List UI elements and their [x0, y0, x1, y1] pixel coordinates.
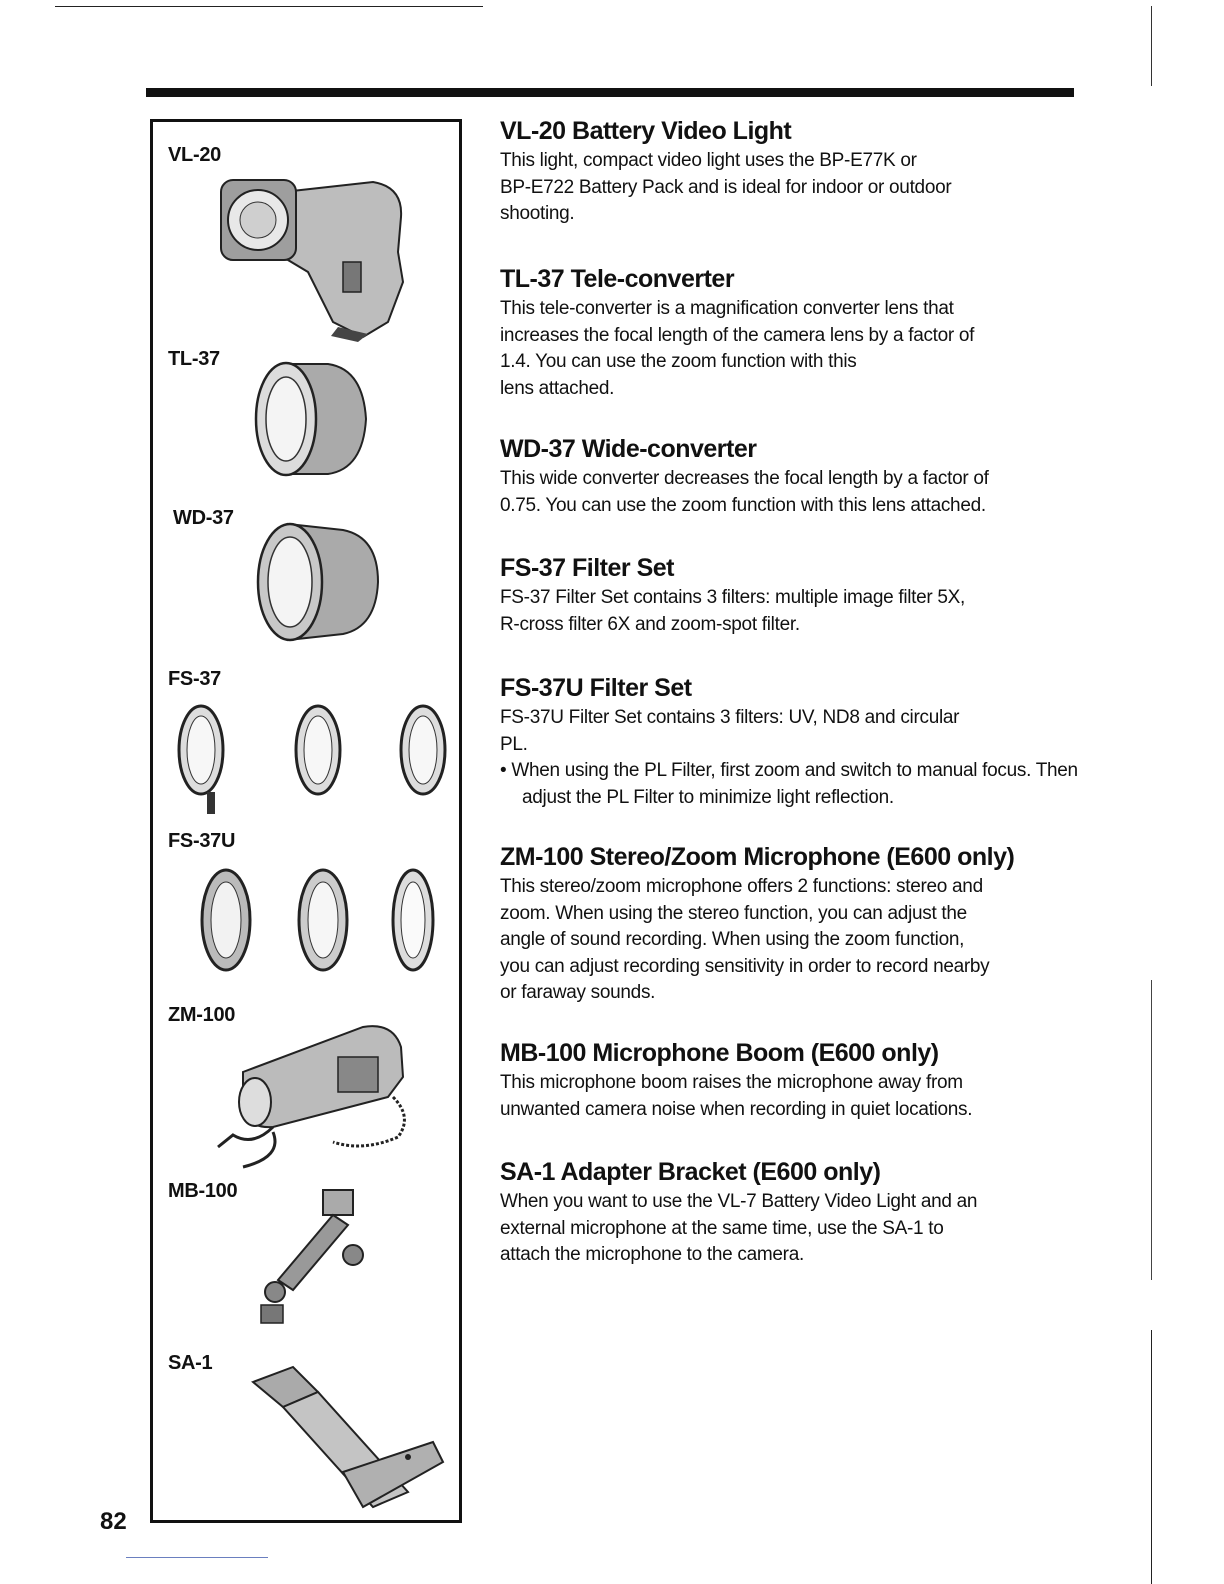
body-line: attach the microphone to the camera.	[500, 1244, 804, 1265]
section-vl20	[500, 116, 1090, 228]
body-line: 1.4. You can use the zoom function with this	[500, 351, 857, 372]
body-line: FS-37U Filter Set contains 3 filters: UV, ND8 and circular	[500, 707, 960, 728]
figure-label-zm100: ZM-100	[168, 1004, 236, 1026]
body-line: This wide converter decreases the focal length by a factor of	[500, 468, 989, 489]
section-zm100	[500, 842, 1090, 1007]
section-title: FS-37 Filter Set	[500, 554, 674, 582]
header-rule	[146, 88, 1074, 97]
figure-label-tl37: TL-37	[168, 348, 220, 370]
body-line: you can adjust recording sensitivity in order to record nearby	[500, 955, 990, 977]
body-line: PL.	[500, 733, 528, 755]
body-line: shooting.	[500, 203, 575, 224]
video-light-illustration	[213, 162, 413, 342]
tele-converter-illustration	[248, 354, 378, 484]
microphone-illustration	[213, 1017, 418, 1177]
body-line: increases the focal length of the camera lens by a factor of	[500, 324, 975, 346]
figure-label-fs37: FS-37	[168, 668, 221, 690]
body-line: 0.75. You can use the zoom function with this lens attached.	[500, 494, 986, 516]
body-line: zoom. When using the stereo function, you can adjust the	[500, 902, 967, 924]
body-line: angle of sound recording. When using the zoom function,	[500, 929, 965, 950]
body-line: When you want to use the VL-7 Battery Video Light and an	[500, 1191, 978, 1212]
filter-set-u-illustration	[198, 867, 443, 977]
section-title: MB-100 Microphone Boom (E600 only)	[500, 1039, 939, 1067]
body-line: This light, compact video light uses the BP-E77K or	[500, 150, 917, 171]
figure-label-fs37u: FS-37U	[168, 830, 236, 852]
wide-converter-illustration	[248, 512, 388, 652]
microphone-boom-illustration	[253, 1180, 383, 1330]
section-title: VL-20 Battery Video Light	[500, 117, 792, 145]
figure-label-wd37: WD-37	[173, 507, 234, 529]
bullet-note: • When using the PL Filter, first zoom and switch to manual focus. Then adjust the PL Filter to minimize light reflection.	[500, 760, 1078, 808]
scan-edge-line	[1151, 6, 1152, 86]
figure-label-mb100: MB-100	[168, 1180, 238, 1202]
body-line: unwanted camera noise when recording in quiet locations.	[500, 1098, 973, 1120]
body-line: or faraway sounds.	[500, 982, 656, 1003]
section-mb100	[500, 1038, 1090, 1123]
body-line: external microphone at the same time, use the SA-1 to	[500, 1217, 944, 1239]
section-tl37	[500, 264, 1090, 402]
section-fs37u	[500, 673, 1090, 811]
section-title: WD-37 Wide-converter	[500, 435, 757, 463]
scan-edge-line	[1151, 980, 1152, 1280]
section-title: ZM-100 Stereo/Zoom Microphone (E600 only)	[500, 843, 1015, 871]
body-line: FS-37 Filter Set contains 3 filters: multiple image filter 5X,	[500, 587, 966, 608]
adapter-bracket-illustration	[233, 1352, 448, 1517]
filter-set-illustration	[173, 702, 453, 822]
body-line: R-cross filter 6X and zoom-spot filter.	[500, 613, 800, 635]
section-title: TL-37 Tele-converter	[500, 265, 735, 293]
body-line: This tele-converter is a magnification converter lens that	[500, 298, 954, 319]
body-line: This microphone boom raises the microphone away from	[500, 1072, 963, 1093]
section-title: SA-1 Adapter Bracket (E600 only)	[500, 1158, 881, 1186]
body-line: This stereo/zoom microphone offers 2 functions: stereo and	[500, 876, 983, 897]
section-wd37	[500, 434, 1090, 519]
body-line: BP-E722 Battery Pack and is ideal for indoor or outdoor	[500, 176, 952, 198]
page-number: 82	[100, 1508, 127, 1535]
scan-edge-line	[1151, 1330, 1152, 1584]
section-fs37	[500, 553, 1090, 638]
body-line: lens attached.	[500, 377, 615, 399]
section-title: FS-37U Filter Set	[500, 674, 692, 702]
figure-label-sa1: SA-1	[168, 1352, 213, 1374]
section-sa1	[500, 1157, 1090, 1269]
figure-label-vl20: VL-20	[168, 144, 221, 166]
scan-edge-line	[55, 6, 483, 7]
scan-edge-line	[126, 1557, 268, 1558]
accessory-figure-panel	[150, 119, 462, 1523]
